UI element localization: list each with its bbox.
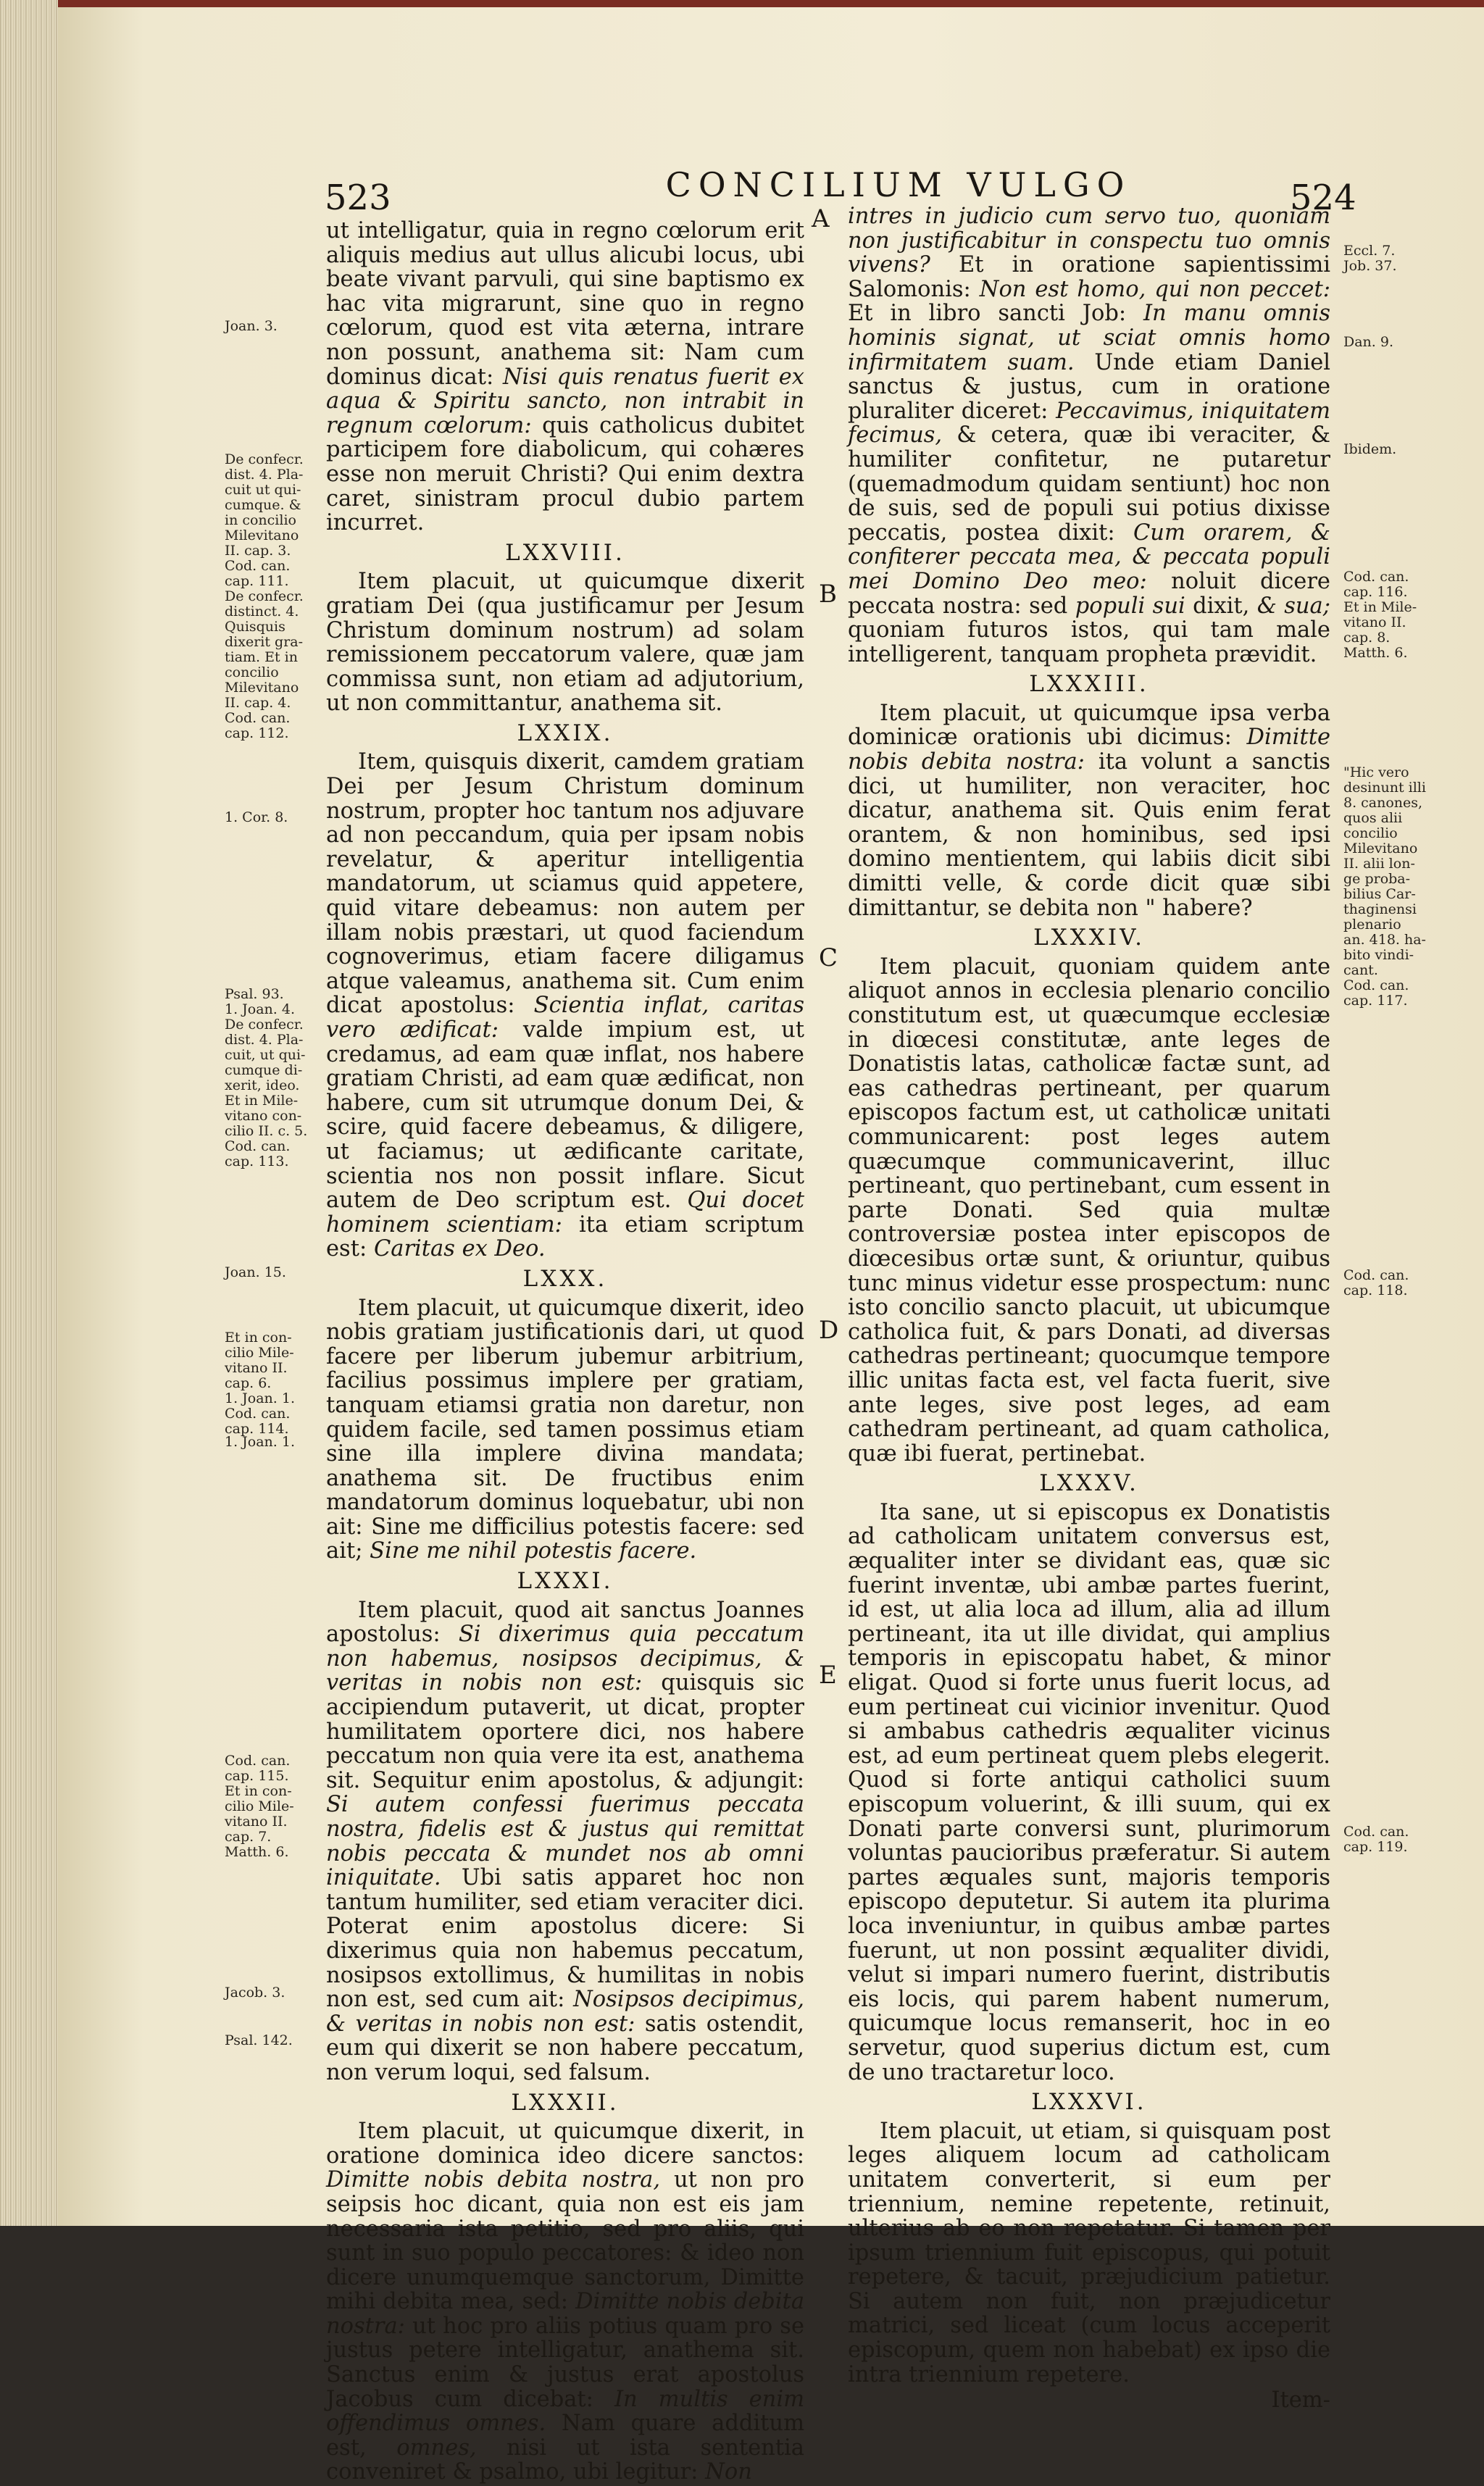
canon-heading-83: LXXXIII. — [1029, 671, 1149, 698]
section-letter-b: B — [819, 580, 837, 609]
page-number-left: 523 — [325, 178, 391, 218]
left-margin-note-3: 1. Cor. 8. — [225, 809, 288, 825]
left-margin-note-7: 1. Joan. 1. — [225, 1434, 295, 1450]
right-margin-note-2: Dan. 9. — [1343, 334, 1394, 350]
canon-heading-86: LXXXVI. — [1031, 2089, 1147, 2116]
section-letter-a: A — [812, 204, 830, 233]
catchword: Item- — [1271, 2387, 1330, 2414]
book-page — [58, 7, 1484, 2485]
canon-84-text: Item placuit, quoniam quidem ante aliquot annos in ecclesia plenario concilio constitutum est, ut quæcumque ecclesiæ in diœcesi constitutæ, ante leges de Donatistis latas, catholicæ factæ sunt, ad eas cathedras pertineant, per quarum episcopos factum est, ut catholicæ unitati communicarent: post leges autem quæcumque communicaverint, illuc pertineant, quo pertinebant, cum essent in parte Donati. Sed quia multæ controversiæ postea inter episcopos de diœcesibus ortæ sunt, & oriuntur, quibus tunc minus videtur esse prospectum: nunc isto concilio sancto placuit, ut ubicumque catholica fuit, & pars Donati, ad diversas cathedras pertineant; quocumque tempore illic unitas facta est, vel facta fuerit, sive ante leges, sive post leges, ad eam cathedram pertineant, ad quam catholica, quæ ibi fuerat, pertinebat. — [848, 954, 1330, 1467]
canon-78-text: Item placuit, ut quicumque dixerit gratiam Dei (qua justificamur per Jesum Christum dominum nostrum) ad solam remissionem peccatorum valere, quæ jam commissa sunt, non etiam ad adjutorium, ut non committantur, anathema sit. — [326, 569, 804, 717]
canon-82-text: Item placuit, ut quicumque dixerit, in oratione dominica ideo dicere sanctos: Dimitte nobis debita nostra, ut non pro seipsis hoc dicant, quia non est eis jam necessaria ista petitio, sed pro aliis, qui sunt in suo populo peccatores: & ideo non dicere unumquemque sanctorum, Dimitte mihi debita mea, sed: Dimitte nobis debita nostra: ut hoc pro aliis potius quam pro se justus petere intelligatur, anathema sit. Sanctus enim & justus erat apostolus Jacobus cum dicebat: In multis enim offendimus omnes. Nam quare additum est, omnes, nisi ut ista sententia conveniret & psalmo, ubi legitur: Non — [326, 2119, 805, 2485]
page-stack-edge — [0, 0, 58, 2226]
left-margin-note-6: Et in con- cilio Mile- vitano II. cap. 6. 1. Joan. 1. Cod. can. cap. 114. — [225, 1330, 295, 1437]
right-margin-note-5: "Hic vero desinunt illi 8. canones, quos alii concilio Milevitano II. alii lon- ge proba- bilius Car- thaginensi plenario an. 418. ha- bito vindi- cant. Cod. can. cap. 117. — [1343, 764, 1426, 1009]
left-margin-note-8: Cod. can. cap. 115. Et in con- cilio Mile- vitano II. cap. 7. Matth. 6. — [225, 1753, 294, 1860]
canon-83-text: Item placuit, ut quicumque ipsa verba dominicæ orationis ubi dicimus: Dimitte nobis debita nostra: ita volunt a sanctis dici, ut humiliter, non veraciter, hoc dicatur, anathema sit. Quis enim ferat orantem, & non hominibus, sed ipsi domino mentientem, qui labiis dicit sibi dimitti velle, & corde dicit quæ sibi dimittantur, se debita non " habere? — [848, 700, 1331, 921]
right-margin-note-7: Cod. can. cap. 119. — [1343, 1824, 1409, 1855]
canon-heading-85: LXXXV. — [1039, 1470, 1139, 1497]
left-text-column — [326, 219, 804, 2486]
right-margin-note-3: Ibidem. — [1343, 441, 1397, 457]
page-number-right: 524 — [1290, 178, 1356, 218]
right-margin-note-1: Eccl. 7. Job. 37. — [1343, 243, 1397, 274]
right-text-column — [848, 204, 1330, 2414]
canon-85-text: Ita sane, ut si episcopus ex Donatistis ad catholicam unitatem conversus est, æqualiter inter se dividant eas, quæ sic fuerint inventæ, ubi ambæ partes fuerint, id est, ut alia loca ad illum, alia ad illum pertineant, ita ut ille dividat, qui amplius temporis in episcopatu habet, & minor eligat. Quod si forte unus fuerit locus, ad eum pertineat cui vicinior invenitur. Quod si ambabus cathedris æqualiter vicinus est, ad eum pertineat quem plebs elegerit. Quod si forte antiqui catholici suum episcopum voluerint, & illi suum, qui ex Donati parte conversi sunt, plurimorum voluntas paucioribus præferatur. Si autem partes æquales sunt, majoris temporis episcopo deputetur. Si autem ita plurima loca inveniuntur, in quibus ambæ partes fuerunt, ut non possint æqualiter dividi, velut si impari numero fuerint, distributis eis locis, qui parem habent numerum, quicumque locus remanserit, hoc in eo servetur, quod superius dictum est, cum de uno tractaretur loco. — [848, 1499, 1330, 2085]
running-title: CONCILIUM VULGO — [665, 165, 1132, 204]
left-margin-note-4: Psal. 93. 1. Joan. 4. De confecr. dist. 4. Pla- cuit, ut qui- cumque di- xerit, ideo. Et in Mile- vitano con- cilio II. c. 5. Cod. can. cap. 113. — [225, 986, 308, 1169]
section-letter-e: E — [819, 1661, 837, 1690]
section-letter-c: C — [819, 943, 838, 972]
canon-79-text: Item, quisquis dixerit, camdem gratiam Dei per Jesum Christum dominum nostrum, propter hoc tantum nos adjuvare ad non peccandum, quia per ipsam nobis revelatur, & aperitur intelligentia mandatorum, ut sciamus quid appetere, quid vitare debeamus: non autem per illam nobis præstari, ut quod faciendum cognoverimus, etiam facere diligamus atque valeamus, anathema sit. Cum enim dicat apostolus: Scientia inflat, caritas vero ædificat: valde impium est, ut credamus, ad eam quæ inflat, nos habere gratiam Christi, ad eam quæ ædificat, non habere, cum sit utrumque donum Dei, & scire, quid facere debeamus, & diligere, ut faciamus; ut ædificante caritate, scientia nos non possit inflare. Sicut autem de Deo scriptum est. Qui docet hominem scientiam: ita etiam scriptum est: Caritas ex Deo. — [326, 749, 804, 1262]
canon-81-text: Item placuit, quod ait sanctus Joannes apostolus: Si dixerimus quia peccatum non habemus, nosipsos decipimus, & veritas in nobis non est: quisquis sic accipiendum putaverit, ut dicat, propter humilitatem oportere dici, nos habere peccatum non quia vere ita est, anathema sit. Sequitur enim apostolus, & adjungit: Si autem confessi fuerimus peccata nostra, fidelis est & justus qui remittat nobis peccata & mundet nos ab omni iniquitate. Ubi satis apparet hoc non tantum humiliter, sed etiam veraciter dici. Poterat enim apostolus dicere: Si dixerimus quia non habemus peccatum, nosipsos extollimus, & humilitas in nobis non est, sed cum ait: Nosipsos decipimus, & veritas in nobis non est: satis ostendit, eum qui dixerit se non habere peccatum, non verum loqui, sed falsum. — [326, 1597, 804, 2085]
canon-heading-84: LXXXIV. — [1033, 925, 1145, 951]
canon-86-text: Item placuit, ut etiam, si quisquam post leges aliquem locum ad catholicam unitatem converterit, si eum per triennium, nemine repetente, retinuit, ulterius ab eo non repetatur. Si tamen per ipsum triennium fuit episcopus, qui potuit repetere, & tacuit, præjudicium patietur. Si autem non fuit, non præjudicetur matrici, sed liceat (cum locus acceperit episcopum, quem non habebat) ex ipso die intra triennium repetere. — [848, 2118, 1330, 2387]
section-letter-d: D — [819, 1316, 839, 1345]
canon-heading-78: LXXVIII. — [505, 539, 625, 566]
canon-heading-80: LXXX. — [522, 1265, 608, 1292]
canon-77-ending: ut intelligatur, quia in regno cœlorum erit aliquis medius aut ullus alicubi locus, ubi beate vivant parvuli, qui sine baptismo ex hac vita migrarunt, sine quo in regno cœlorum, quod est vita æterna, intrare non possunt, anathema sit: Nam cum dominus dicat: Nisi quis renatus fuerit ex aqua & Spiritu sancto, non intrabit in regnum cœlorum: quis catholicus dubitet participem fore diabolicum, qui cohæres esse non meruit Christi? Qui enim dextra caret, sinistram procul dubio partem incurret. — [326, 218, 804, 536]
canon-80-text: Item placuit, ut quicumque dixerit, ideo nobis gratiam justificationis dari, ut quod facere per liberum jubemur arbitrium, facilius possimus implere per gratiam, tanquam etiamsi gratia non daretur, non quidem facile, sed tamen possimus etiam sine illa implere divina mandata; anathema sit. De fructibus enim mandatorum dominus loquebatur, ubi non ait: Sine me difficilius potestis facere: sed ait; Sine me nihil potestis facere. — [326, 1295, 804, 1564]
left-margin-note-5: Joan. 15. — [225, 1264, 286, 1280]
right-margin-note-6: Cod. can. cap. 118. — [1343, 1267, 1409, 1298]
canon-heading-81: LXXXI. — [517, 1568, 614, 1595]
left-margin-note-2: De confecr. dist. 4. Pla- cuit ut qui- cumque. & in concilio Milevitano II. cap. 3. Cod. can. cap. 111. De confecr. distinct. 4. Quisquis dixerit gra- tiam. Et in concilio Milevitano II. cap. 4. Cod. can. cap. 112. — [225, 451, 304, 741]
left-margin-note-9: Jacob. 3. — [225, 1985, 285, 2001]
right-margin-note-4: Cod. can. cap. 116. Et in Mile- vitano II. cap. 8. Matth. 6. — [1343, 569, 1417, 661]
left-margin-note-1: Joan. 3. — [225, 318, 278, 334]
left-margin-note-10: Psal. 142. — [225, 2032, 293, 2048]
canon-82-continuation: intres in judicio cum servo tuo, quoniam non justificabitur in conspectu tuo omnis vivens? Et in oratione sapientissimi Salomonis: Non est homo, qui non peccet: Et in libro sancti Job: In manu omnis hominis signat, ut sciat omnis homo infirmitatem suam. Unde etiam Daniel sanctus & justus, cum in oratione pluraliter diceret: Peccavimus, iniquitatem fecimus, & cetera, quæ ibi veraciter, & humiliter confitetur, ne putaretur (quemadmodum quidam sentiunt) hoc non de suis, sed de populi sui potius dixisse peccatis, postea dixit: Cum orarem, & confiterer peccata mea, & peccata populi mei Domino Deo meo: noluit dicere peccata nostra: sed populi sui dixit, & sua; quoniam futuros istos, qui tam male intelligerent, tanquam propheta prævidit. — [848, 204, 1330, 667]
canon-heading-79: LXXIX. — [517, 719, 614, 746]
canon-heading-82: LXXXII. — [511, 2089, 620, 2116]
